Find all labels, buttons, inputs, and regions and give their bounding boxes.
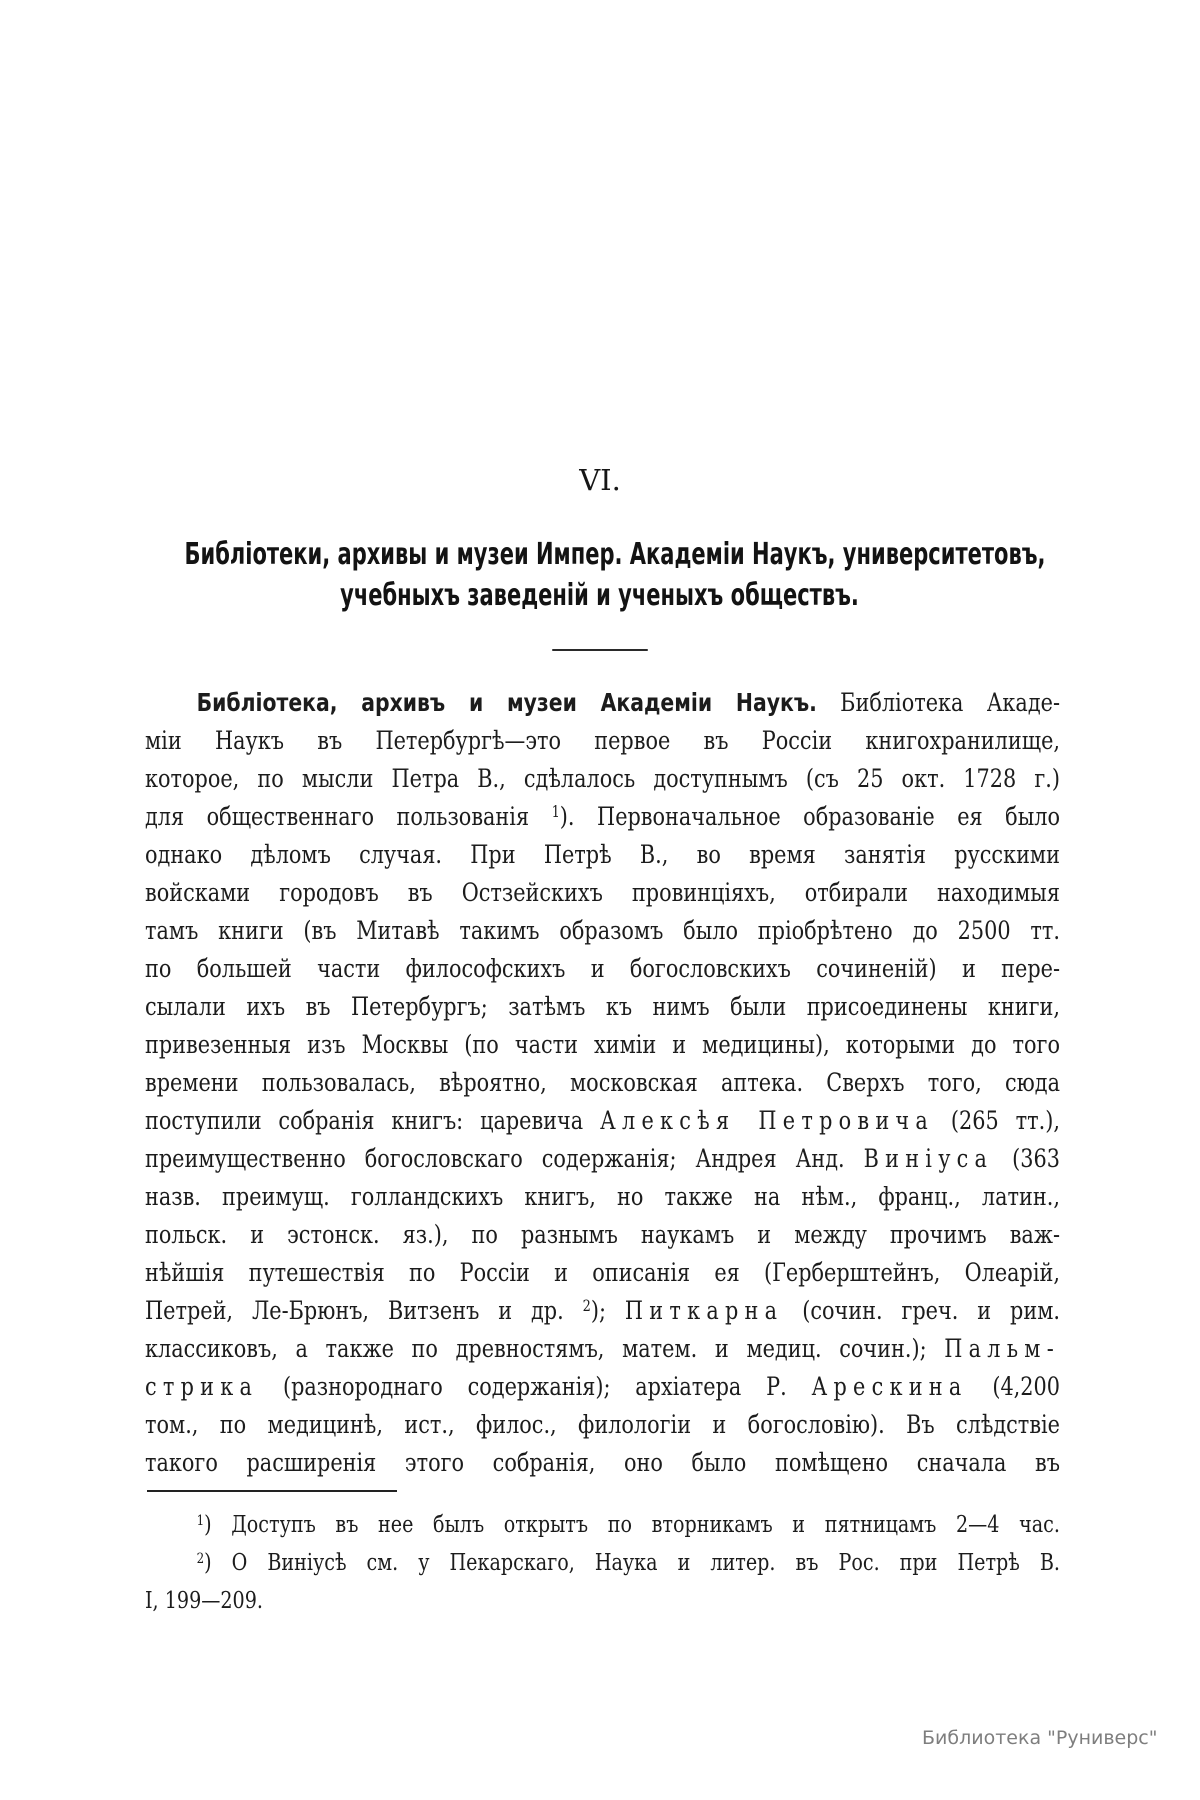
body-text-line: по большей части философскихъ и богословскихъ сочиненій) и пере- (145, 954, 1060, 983)
body-text-line: поступили собранія книгъ: царевича Алексѣя Петровича (265 тт.), (145, 1106, 1060, 1135)
body-text-line: Петрей, Ле-Брюнъ, Витзенъ и др. $^2$); Питкарна (сочин. греч. и рим. (145, 1296, 1060, 1325)
body-text-line: войсками городовъ въ Остзейскихъ провинціяхъ, отбирали находимыя (145, 878, 1060, 907)
body-text-line: преимущественно богословскаго содержанія; Андрея Анд. Виніуса (363 (145, 1144, 1060, 1173)
body-text-line: привезенныя изъ Москвы (по части химіи и медицины), которыми до того (145, 1030, 1060, 1059)
footnote-separator-rule (147, 1490, 397, 1492)
body-text-line: назв. преимущ. голландскихъ книгъ, но также на нѣм., франц., латин., (145, 1182, 1060, 1211)
body-text-line: сылали ихъ въ Петербургъ; затѣмъ къ нимъ были присоединены книги, (145, 992, 1060, 1021)
footnote-line: I, 199—209. (145, 1588, 263, 1614)
body-text-line: однако дѣломъ случая. При Петрѣ В., во время занятія русскими (145, 840, 1060, 869)
section-number: VI. (579, 463, 621, 497)
body-text-line: которое, по мысли Петра В., сдѣлалось доступнымъ (съ 25 окт. 1728 г.) (145, 764, 1060, 793)
body-text-line: такого расширенія этого собранія, оно было помѣщено сначала въ (145, 1448, 1060, 1477)
body-text-line: времени пользовалась, вѣроятно, московская аптека. Сверхъ того, сюда (145, 1068, 1060, 1097)
footnote-line: $^2$) О Виніусѣ см. у Пекарскаго, Наука и литер. въ Рос. при Петрѣ В. (196, 1550, 1060, 1576)
body-text-line: классиковъ, а также по древностямъ, матем. и медиц. сочин.); Пальм- (145, 1334, 1060, 1363)
body-paragraph (145, 684, 1060, 1482)
footnote-line: $^1$) Доступъ въ нее былъ открытъ по вторникамъ и пятницамъ 2—4 час. (196, 1512, 1060, 1538)
section-divider-rule (552, 649, 648, 651)
chapter-heading-line-2: учебныхъ заведеній и ученыхъ обществъ. (340, 578, 860, 613)
body-text-line: тамъ книги (въ Митавѣ такимъ образомъ было пріобрѣтено до 2500 тт. (145, 916, 1060, 945)
chapter-heading (0, 538, 1200, 572)
body-text-line: для общественнаго пользованія $^1$). Первоначальное образованіе ея было (145, 802, 1060, 831)
body-text-line: нѣйшія путешествія по Россіи и описанія ея (Герберштейнъ, Олеарій, (145, 1258, 1060, 1287)
body-text-line: том., по медицинѣ, ист., филос., филологіи и богословію). Въ слѣдствіе (145, 1410, 1060, 1439)
body-text-line: Библіотека, архивъ и музеи Академіи Наукъ. Библіотека Акаде- (196, 688, 1060, 717)
body-text-line: стрика (разнороднаго содержанія); архіатера Р. Арескина (4,200 (145, 1372, 1060, 1401)
library-watermark: Библиотека "Руниверс" (922, 1727, 1158, 1749)
chapter-heading (0, 579, 1200, 613)
chapter-heading-line-1: Библіотеки, архивы и музеи Импер. Академіи Наукъ, университетовъ, (184, 537, 1046, 572)
body-text-line: міи Наукъ въ Петербургѣ—это первое въ Россіи книгохранилище, (145, 726, 1060, 755)
footnotes (145, 1506, 1060, 1620)
body-text-line: польск. и эстонск. яз.), по разнымъ наукамъ и между прочимъ важ- (145, 1220, 1060, 1249)
